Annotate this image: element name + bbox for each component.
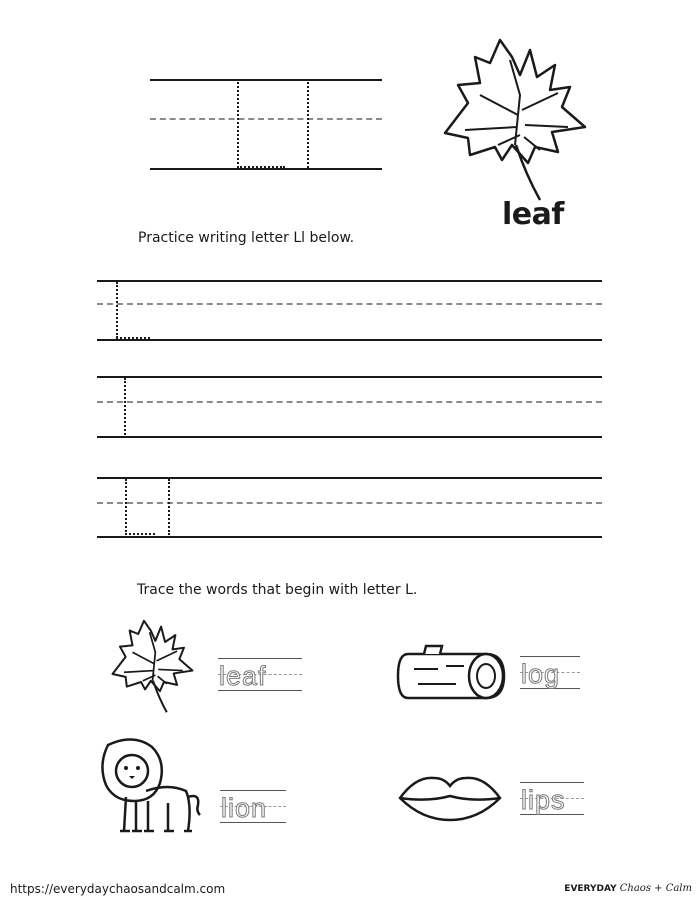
model-base-line [150, 168, 382, 170]
row3-mid-line [97, 502, 602, 504]
row1-top-line [97, 280, 602, 282]
row3-trace-l-stem [168, 479, 170, 535]
row3-top-line [97, 477, 602, 479]
lips-trace-top [520, 782, 584, 783]
trace-word-text: lips [521, 785, 566, 815]
leaf-trace-top [218, 658, 302, 659]
brand-script: Chaos + Calm [619, 883, 692, 894]
leaf-icon [100, 618, 205, 718]
log-trace-top [520, 656, 580, 657]
log-icon [396, 644, 508, 702]
trace-instruction: Trace the words that begin with letter L. [137, 582, 418, 598]
lion-icon [96, 735, 204, 837]
lips-icon [398, 772, 502, 824]
trace-L-stem [237, 79, 239, 168]
row1-trace-L-foot [116, 337, 150, 339]
trace-l-stem [307, 79, 309, 168]
trace-word-text: log [521, 659, 561, 689]
row3-trace-L-stem [125, 479, 127, 535]
row1-mid-line [97, 303, 602, 305]
row2-trace-l-stem [124, 378, 126, 435]
row3-trace-L-foot [125, 533, 155, 535]
row1-trace-L-stem [116, 282, 118, 338]
lion-trace-top [220, 790, 286, 791]
footer-url[interactable]: https://everydaychaosandcalm.com [10, 882, 226, 896]
brand-logo [564, 883, 692, 894]
brand-main: EVERYDAY [564, 884, 617, 894]
row1-base-line [97, 339, 602, 341]
row2-mid-line [97, 401, 602, 403]
row2-top-line [97, 376, 602, 378]
row3-base-line [97, 536, 602, 538]
trace-L-foot [237, 166, 285, 168]
row2-base-line [97, 436, 602, 438]
trace-word-text: lion [221, 793, 268, 823]
model-mid-line [150, 118, 382, 120]
practice-instruction: Practice writing letter Ll below. [138, 230, 355, 246]
trace-word-text: leaf [219, 661, 267, 691]
leaf-label: leaf [502, 197, 564, 232]
model-top-line [150, 79, 382, 81]
leaf-icon [440, 35, 590, 210]
